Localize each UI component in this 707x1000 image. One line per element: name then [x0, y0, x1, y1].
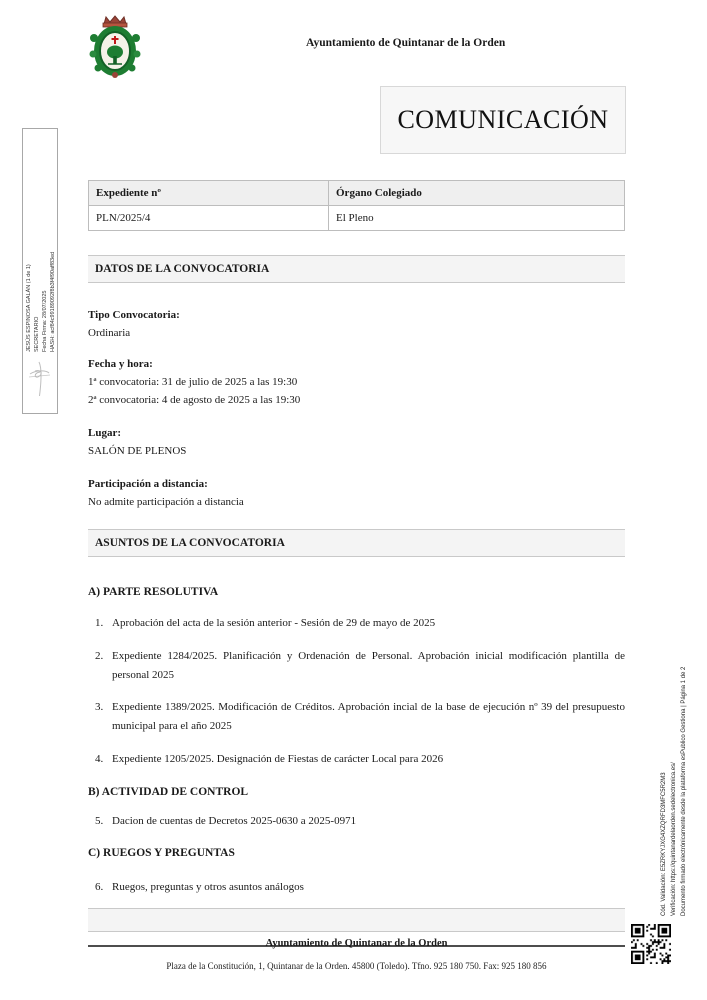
agenda-group-c-heading: C) RUEGOS Y PREGUNTAS [88, 847, 235, 859]
tipo-convocatoria-label: Tipo Convocatoria: [88, 309, 180, 321]
expediente-header-cell: Expediente nº [89, 181, 329, 206]
expediente-value-cell: PLN/2025/4 [89, 206, 329, 231]
table-row [89, 206, 625, 231]
section-header-datos: DATOS DE LA CONVOCATORIA [88, 255, 625, 283]
fecha-convocatoria-2: 2ª convocatoria: 4 de agosto de 2025 a las 19:30 [88, 394, 301, 406]
coat-of-arms-logo [86, 14, 144, 78]
lugar-label: Lugar: [88, 427, 121, 439]
agenda-item-6 [88, 878, 625, 897]
expediente-table [88, 180, 625, 231]
agenda-item-number: 1. [95, 617, 104, 629]
footer-org-name: Ayuntamiento de Quintanar de la Orden [265, 938, 448, 949]
agenda-item-number: 2. [95, 650, 104, 662]
validation-code: Cód. Validación: E5ZRKYJXG4XZQRFD3MFC5R2M3 [661, 772, 667, 916]
section-header-asuntos: ASUNTOS DE LA CONVOCATORIA [88, 529, 625, 557]
agenda-item-text: Expediente 1389/2025. Modificación de Créditos. Aprobación incial de la base de ejecución nº 39 del presupuesto municipal para el año 2025 [112, 701, 625, 732]
agenda-item-number: 6. [95, 881, 104, 893]
signer-name: JESÚS ESPINOSA GALÁN (1 de 1) [26, 264, 32, 352]
agenda-group-b-heading: B) ACTIVIDAD DE CONTROL [88, 786, 249, 798]
signature-mark-icon [28, 358, 51, 400]
agenda-item-text: Expediente 1205/2025. Designación de Fiestas de carácter Local para 2026 [112, 753, 444, 765]
agenda-item-4 [88, 750, 625, 769]
agenda-item-1 [88, 614, 625, 633]
agenda-item-2 [88, 647, 625, 685]
signer-role: SECRETARIO [33, 316, 40, 352]
participacion-value: No admite participación a distancia [88, 496, 244, 508]
qr-code [631, 924, 671, 964]
agenda-item-3 [88, 698, 625, 736]
agenda-item-5 [88, 812, 625, 831]
agenda-group-a-heading: A) PARTE RESOLUTIVA [88, 586, 219, 598]
document-body [88, 180, 625, 947]
organo-header-cell: Órgano Colegiado [329, 181, 625, 206]
agenda-item-number: 4. [95, 753, 104, 765]
fecha-hora-label: Fecha y hora: [88, 358, 153, 370]
agenda-item-text: Expediente 1284/2025. Planificación y Ordenación de Personal. Aprobación inicial modificación plantilla de personal 2025 [112, 650, 625, 681]
agenda-item-number: 3. [95, 701, 104, 713]
header-org-title: Ayuntamiento de Quintanar de la Orden [306, 37, 506, 49]
validation-margin-text [659, 560, 690, 916]
signature-date: Fecha Firma: 28/07/2025 [41, 290, 48, 352]
doc-type-title: COMUNICACIÓN [397, 105, 609, 134]
signed-platform-note: Documento firmado electrónicamente desde la plataforma esPublico Gestiona | Página 1 de 2 [681, 666, 688, 916]
lugar-value: SALÓN DE PLENOS [88, 445, 187, 457]
tipo-convocatoria-value: Ordinaria [88, 327, 131, 339]
signature-hash: HASH: acf84c99189092f8b3f4f90aff83ed [49, 251, 56, 352]
participacion-label: Participación a distancia: [88, 478, 208, 490]
agenda-item-text: Dacion de cuentas de Decretos 2025-0630 a 2025-0971 [112, 815, 357, 827]
empty-section-bar [88, 908, 625, 932]
agenda-item-number: 5. [95, 815, 104, 827]
doc-type-box [380, 86, 626, 154]
footer-address: Plaza de la Constitución, 1, Quintanar de la Orden. 45800 (Toledo). Tfno. 925 180 750. Fax: 925 180 856 [166, 961, 547, 971]
verification-url: Verificación: https://quintanardelaorden.sedelectronica.es/ [671, 762, 678, 916]
organo-value-cell: El Pleno [329, 206, 625, 231]
signature-stamp-text [26, 222, 58, 352]
agenda-item-text: Aprobación del acta de la sesión anterior - Sesión de 29 de mayo de 2025 [112, 617, 436, 629]
table-header-row [89, 181, 625, 206]
agenda-item-text: Ruegos, preguntas y otros asuntos análogos [112, 881, 304, 893]
fecha-convocatoria-1: 1ª convocatoria: 31 de julio de 2025 a las 19:30 [88, 376, 298, 388]
